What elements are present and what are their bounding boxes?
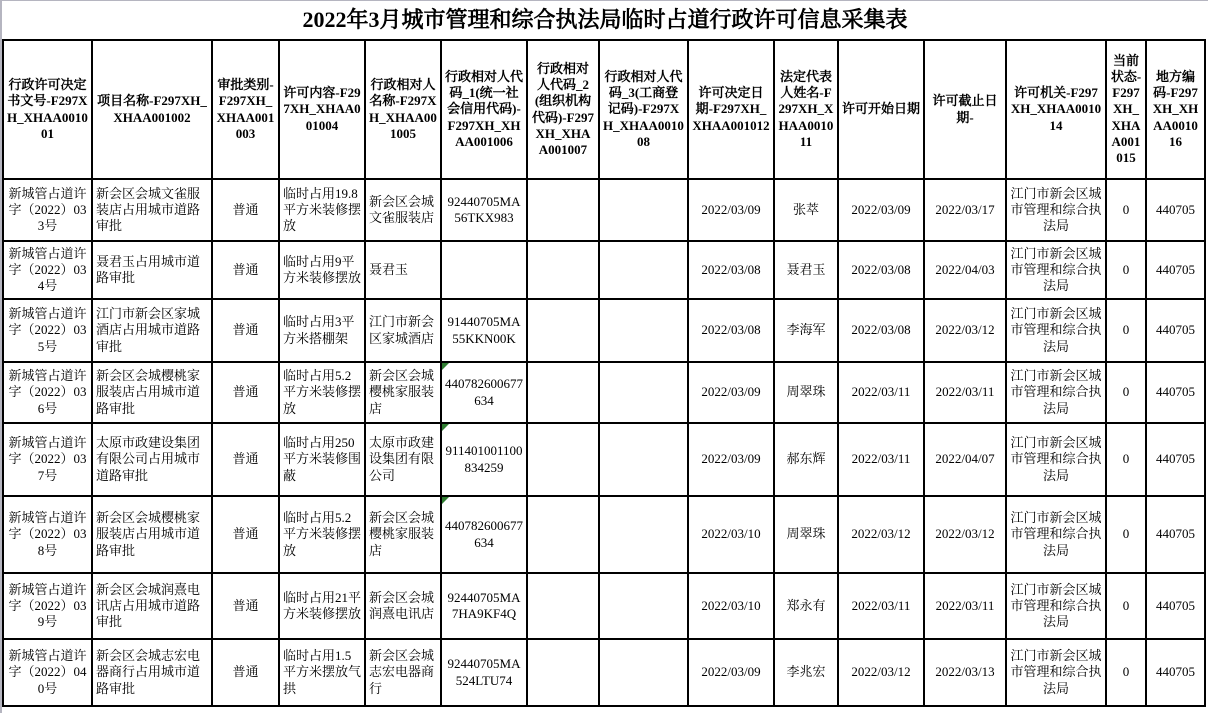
cell-r8-c4 <box>279 639 365 706</box>
cell-text: 0 <box>1122 597 1130 613</box>
cell-r2-c15 <box>1146 241 1205 299</box>
cell-text: 张萃 <box>792 201 819 217</box>
cell-text: 新会区会城文雀服装店占用城市道路审批 <box>96 185 201 234</box>
cell-text: 江门市新会区家城酒店占用城市道路审批 <box>96 306 201 354</box>
cell-text: 江门市新会区城市管理和综合执法局 <box>1010 306 1102 354</box>
cell-r8-c10 <box>774 639 838 706</box>
cell-text: 440782600677634 <box>445 518 523 550</box>
cell-r7-c13 <box>1006 573 1106 639</box>
cell-text: 新会区会城樱桃家服装店 <box>369 510 435 558</box>
header-counterpart-code-2: 行政相对人代码_2(组织机构代码)-F297XH_XHAA001007 <box>527 40 599 179</box>
header-region-code: 地方编码-F297XH_XHAA001016 <box>1146 40 1205 179</box>
cell-r2-c1 <box>3 241 92 299</box>
cell-text: 0 <box>1122 664 1130 680</box>
cell-r4-c5 <box>365 362 441 423</box>
cell-r8-c5 <box>365 639 441 706</box>
cell-text: 2022/03/08 <box>851 322 911 338</box>
table-row <box>3 639 1205 706</box>
number-stored-as-text-indicator <box>442 497 449 504</box>
cell-r5-c11 <box>838 423 924 496</box>
cell-text: 2022/03/09 <box>851 201 911 217</box>
cell-r4-c4 <box>279 362 365 423</box>
header-permit-end-date: 许可截止日期- <box>924 40 1006 179</box>
cell-r1-c10 <box>774 179 838 241</box>
cell-r7-c1 <box>3 573 92 639</box>
cell-r2-c4 <box>279 241 365 299</box>
table-title: 2022年3月城市管理和综合执法局临时占道行政许可信息采集表 <box>302 7 908 32</box>
cell-text: 李兆宏 <box>786 664 826 680</box>
cell-r3-c7 <box>527 299 599 362</box>
cell-text: 新城管占道许字（2022）037号 <box>8 435 87 483</box>
cell-r2-c5 <box>365 241 441 299</box>
cell-r6-c5 <box>365 496 441 573</box>
cell-text: 0 <box>1122 322 1130 338</box>
cell-r6-c14 <box>1106 496 1146 573</box>
cell-r1-c6 <box>441 179 527 241</box>
cell-r1-c8 <box>599 179 688 241</box>
cell-text: 2022/03/09 <box>701 451 761 467</box>
cell-text: 临时占用5.2平方米装修摆放 <box>283 368 362 416</box>
cell-r1-c1 <box>3 179 92 241</box>
permit-info-table <box>2 39 1206 707</box>
cell-text: 440705 <box>1156 664 1195 680</box>
cell-text: 新会区会城润熹电讯店占用城市道路审批 <box>96 581 201 630</box>
cell-r6-c10 <box>774 496 838 573</box>
cell-r6-c9 <box>688 496 774 573</box>
cell-text: 新城管占道许字（2022）034号 <box>8 245 87 294</box>
table-row <box>3 179 1205 241</box>
cell-text: 2022/03/10 <box>701 597 761 613</box>
cell-text: 440705 <box>1156 261 1195 277</box>
cell-r6-c13 <box>1006 496 1106 573</box>
cell-text: 92440705MA524LTU74 <box>447 656 521 688</box>
cell-r1-c11 <box>838 179 924 241</box>
number-stored-as-text-indicator <box>442 424 449 431</box>
cell-text: 普通 <box>232 597 259 613</box>
table-row <box>3 496 1205 573</box>
cell-text: 2022/03/11 <box>851 451 911 467</box>
cell-text: 2022/04/03 <box>935 261 995 277</box>
cell-r7-c10 <box>774 573 838 639</box>
cell-text: 440782600677634 <box>445 376 523 408</box>
header-current-status: 当前状态-F297XH_XHAA001015 <box>1106 40 1146 179</box>
cell-text: 普通 <box>232 261 259 277</box>
cell-text: 李海军 <box>786 322 826 338</box>
cell-text: 新会区会城志宏电器商行 <box>369 648 435 696</box>
header-decision-date: 许可决定日期-F297XH_XHAA001012 <box>688 40 774 179</box>
cell-text: 普通 <box>232 451 259 467</box>
cell-r7-c4 <box>279 573 365 639</box>
cell-r2-c8 <box>599 241 688 299</box>
cell-text: 440705 <box>1156 201 1195 217</box>
header-permit-start-date: 许可开始日期 <box>838 40 924 179</box>
cell-r4-c8 <box>599 362 688 423</box>
cell-r2-c7 <box>527 241 599 299</box>
cell-r3-c12 <box>924 299 1006 362</box>
cell-text: 江门市新会区城市管理和综合执法局 <box>1010 648 1102 696</box>
cell-r1-c2 <box>92 179 212 241</box>
cell-r4-c7 <box>527 362 599 423</box>
cell-r3-c6 <box>441 299 527 362</box>
cell-text: 临时占用21平方米装修摆放 <box>283 589 362 621</box>
cell-r3-c5 <box>365 299 441 362</box>
cell-text: 2022/03/17 <box>935 201 995 217</box>
cell-r7-c3 <box>212 573 279 639</box>
cell-text: 江门市新会区城市管理和综合执法局 <box>1010 185 1102 234</box>
cell-text: 郝东辉 <box>786 451 826 467</box>
cell-r5-c1 <box>3 423 92 496</box>
cell-r7-c15 <box>1146 573 1205 639</box>
cell-text: 江门市新会区城市管理和综合执法局 <box>1010 245 1102 294</box>
cell-r5-c15 <box>1146 423 1205 496</box>
cell-text: 新会区会城志宏电器商行占用城市道路审批 <box>96 648 201 696</box>
cell-text: 92440705MA7HA9KF4Q <box>447 589 521 621</box>
cell-r3-c4 <box>279 299 365 362</box>
cell-r2-c13 <box>1006 241 1106 299</box>
cell-text: 新城管占道许字（2022）035号 <box>8 306 87 354</box>
cell-r6-c2 <box>92 496 212 573</box>
cell-r7-c14 <box>1106 573 1146 639</box>
cell-r2-c2 <box>92 241 212 299</box>
cell-r3-c13 <box>1006 299 1106 362</box>
cell-text: 2022/03/12 <box>851 664 911 680</box>
cell-r3-c1 <box>3 299 92 362</box>
cell-text: 2022/04/07 <box>935 451 995 467</box>
cell-r1-c15 <box>1146 179 1205 241</box>
cell-r2-c10 <box>774 241 838 299</box>
cell-text: 江门市新会区城市管理和综合执法局 <box>1010 435 1102 483</box>
cell-r2-c9 <box>688 241 774 299</box>
cell-text: 2022/03/12 <box>935 526 995 542</box>
cell-text: 江门市新会区城市管理和综合执法局 <box>1010 581 1102 630</box>
cell-text: 440705 <box>1156 451 1195 467</box>
cell-text: 2022/03/11 <box>935 384 995 400</box>
cell-r5-c5 <box>365 423 441 496</box>
cell-r4-c14 <box>1106 362 1146 423</box>
cell-r5-c6 <box>441 423 527 496</box>
cell-r5-c4 <box>279 423 365 496</box>
cell-text: 2022/03/09 <box>701 201 761 217</box>
cell-r7-c8 <box>599 573 688 639</box>
cell-text: 2022/03/13 <box>935 664 995 680</box>
cell-r3-c11 <box>838 299 924 362</box>
cell-text: 太原市政建设集团有限公司占用城市道路审批 <box>96 435 201 483</box>
cell-r6-c7 <box>527 496 599 573</box>
cell-text: 聂君玉占用城市道路审批 <box>96 253 201 285</box>
cell-r1-c4 <box>279 179 365 241</box>
cell-text: 2022/03/11 <box>935 597 995 613</box>
cell-text: 2022/03/08 <box>701 322 761 338</box>
cell-r4-c12 <box>924 362 1006 423</box>
cell-r4-c9 <box>688 362 774 423</box>
header-decision-doc-number: 行政许可决定书文号-F297XH_XHAA001001 <box>3 40 92 179</box>
cell-r5-c3 <box>212 423 279 496</box>
cell-text: 太原市政建设集团有限公司 <box>369 435 435 483</box>
cell-text: 临时占用9平方米装修摆放 <box>283 253 362 285</box>
table-row <box>3 362 1205 423</box>
cell-r8-c1 <box>3 639 92 706</box>
cell-r6-c4 <box>279 496 365 573</box>
cell-text: 911401001100834259 <box>445 443 523 475</box>
cell-text: 新会区会城润熹电讯店 <box>369 589 435 621</box>
cell-r8-c13 <box>1006 639 1106 706</box>
cell-text: 新会区会城樱桃家服装店占用城市道路审批 <box>96 368 201 416</box>
cell-r7-c2 <box>92 573 212 639</box>
cell-r7-c6 <box>441 573 527 639</box>
cell-r4-c3 <box>212 362 279 423</box>
cell-r8-c6 <box>441 639 527 706</box>
cell-text: 江门市新会区城市管理和综合执法局 <box>1010 368 1102 416</box>
cell-r8-c15 <box>1146 639 1205 706</box>
cell-r7-c12 <box>924 573 1006 639</box>
header-permit-authority: 许可机关-F297XH_XHAA001014 <box>1006 40 1106 179</box>
cell-text: 0 <box>1122 201 1130 217</box>
cell-r4-c15 <box>1146 362 1205 423</box>
header-approval-category: 审批类别-F297XH_XHAA001003 <box>212 40 279 179</box>
header-counterpart-name: 行政相对人名称-F297XH_XHAA001005 <box>365 40 441 179</box>
cell-r4-c10 <box>774 362 838 423</box>
cell-r2-c6 <box>441 241 527 299</box>
cell-r5-c8 <box>599 423 688 496</box>
cell-r8-c2 <box>92 639 212 706</box>
cell-text: 新会区会城樱桃家服装店占用城市道路审批 <box>96 510 201 558</box>
cell-text: 2022/03/12 <box>851 526 911 542</box>
cell-text: 2022/03/10 <box>701 526 761 542</box>
cell-text: 2022/03/12 <box>935 322 995 338</box>
cell-r5-c10 <box>774 423 838 496</box>
table-row <box>3 241 1205 299</box>
cell-r3-c14 <box>1106 299 1146 362</box>
cell-r5-c13 <box>1006 423 1106 496</box>
cell-text: 临时占用19.8平方米装修摆放 <box>283 185 362 234</box>
cell-text: 0 <box>1122 451 1130 467</box>
cell-r5-c14 <box>1106 423 1146 496</box>
cell-text: 临时占用250平方米装修围蔽 <box>283 435 362 483</box>
cell-r4-c1 <box>3 362 92 423</box>
cell-r2-c14 <box>1106 241 1146 299</box>
cell-r7-c5 <box>365 573 441 639</box>
cell-r2-c3 <box>212 241 279 299</box>
cell-r7-c11 <box>838 573 924 639</box>
cell-text: 临时占用5.2平方米装修摆放 <box>283 510 362 558</box>
cell-text: 周翠珠 <box>786 526 826 542</box>
cell-r1-c5 <box>365 179 441 241</box>
cell-r3-c9 <box>688 299 774 362</box>
cell-text: 新会区会城樱桃家服装店 <box>369 368 435 416</box>
cell-r4-c11 <box>838 362 924 423</box>
cell-r1-c14 <box>1106 179 1146 241</box>
table-row <box>3 423 1205 496</box>
cell-r8-c12 <box>924 639 1006 706</box>
cell-r4-c13 <box>1006 362 1106 423</box>
cell-text: 聂君玉 <box>786 261 826 277</box>
cell-r8-c11 <box>838 639 924 706</box>
cell-r3-c15 <box>1146 299 1205 362</box>
cell-text: 2022/03/08 <box>851 261 911 277</box>
cell-text: 2022/03/11 <box>851 597 911 613</box>
cell-text: 0 <box>1122 261 1130 277</box>
cell-r2-c11 <box>838 241 924 299</box>
cell-r1-c9 <box>688 179 774 241</box>
cell-text: 普通 <box>232 664 259 680</box>
cell-text: 新城管占道许字（2022）036号 <box>8 368 87 416</box>
cell-r8-c8 <box>599 639 688 706</box>
table-header <box>3 40 1205 179</box>
cell-r5-c2 <box>92 423 212 496</box>
cell-text: 2022/03/11 <box>851 384 911 400</box>
cell-r3-c8 <box>599 299 688 362</box>
cell-r8-c14 <box>1106 639 1146 706</box>
cell-r4-c2 <box>92 362 212 423</box>
cell-r5-c12 <box>924 423 1006 496</box>
cell-text: 新会区会城文雀服装店 <box>369 193 435 225</box>
cell-text: 普通 <box>232 201 259 217</box>
cell-text: 2022/03/08 <box>701 261 761 277</box>
header-row <box>3 40 1205 179</box>
cell-r8-c3 <box>212 639 279 706</box>
cell-text: 0 <box>1122 384 1130 400</box>
cell-text: 440705 <box>1156 526 1195 542</box>
cell-r6-c3 <box>212 496 279 573</box>
table-body <box>3 179 1205 706</box>
cell-r6-c11 <box>838 496 924 573</box>
cell-text: 440705 <box>1156 597 1195 613</box>
header-permit-content: 许可内容-F297XH_XHAA001004 <box>279 40 365 179</box>
cell-text: 聂君玉 <box>369 261 409 277</box>
cell-text: 周翠珠 <box>786 384 826 400</box>
cell-r1-c12 <box>924 179 1006 241</box>
cell-r7-c7 <box>527 573 599 639</box>
cell-r6-c6 <box>441 496 527 573</box>
cell-text: 91440705MA55KKN00K <box>447 314 521 346</box>
cell-text: 新城管占道许字（2022）033号 <box>8 185 87 234</box>
cell-text: 0 <box>1122 526 1130 542</box>
header-counterpart-code-1: 行政相对人代码_1(统一社会信用代码)-F297XH_XHAA001006 <box>441 40 527 179</box>
header-project-name: 项目名称-F297XH_XHAA001002 <box>92 40 212 179</box>
cell-text: 92440705MA56TKX983 <box>447 193 521 225</box>
cell-text: 普通 <box>232 322 259 338</box>
header-legal-representative: 法定代表人姓名-F297XH_XHAA001011 <box>774 40 838 179</box>
cell-r5-c9 <box>688 423 774 496</box>
cell-text: 新城管占道许字（2022）039号 <box>8 581 87 630</box>
cell-text: 临时占用3平方米搭棚架 <box>283 314 355 346</box>
cell-r5-c7 <box>527 423 599 496</box>
cell-text: 江门市新会区城市管理和综合执法局 <box>1010 510 1102 558</box>
cell-r3-c2 <box>92 299 212 362</box>
cell-text: 郑永有 <box>786 597 826 613</box>
cell-text: 新城管占道许字（2022）040号 <box>8 648 87 696</box>
cell-r6-c12 <box>924 496 1006 573</box>
cell-r6-c1 <box>3 496 92 573</box>
cell-r1-c13 <box>1006 179 1106 241</box>
header-counterpart-code-3: 行政相对人代码_3(工商登记码)-F297XH_XHAA001008 <box>599 40 688 179</box>
cell-r3-c3 <box>212 299 279 362</box>
cell-r2-c12 <box>924 241 1006 299</box>
cell-text: 新城管占道许字（2022）038号 <box>8 510 87 558</box>
cell-text: 临时占用1.5平方米摆放气拱 <box>283 648 362 696</box>
cell-r1-c3 <box>212 179 279 241</box>
cell-r4-c6 <box>441 362 527 423</box>
cell-text: 440705 <box>1156 322 1195 338</box>
cell-r8-c9 <box>688 639 774 706</box>
cell-r3-c10 <box>774 299 838 362</box>
number-stored-as-text-indicator <box>442 363 449 370</box>
cell-text: 440705 <box>1156 384 1195 400</box>
cell-r6-c8 <box>599 496 688 573</box>
cell-text: 2022/03/09 <box>701 664 761 680</box>
cell-r1-c7 <box>527 179 599 241</box>
cell-text: 普通 <box>232 526 259 542</box>
table-row <box>3 573 1205 639</box>
cell-text: 江门市新会区家城酒店 <box>369 314 435 346</box>
cell-r7-c9 <box>688 573 774 639</box>
cell-text: 2022/03/09 <box>701 384 761 400</box>
cell-text: 普通 <box>232 384 259 400</box>
table-row <box>3 299 1205 362</box>
cell-r8-c7 <box>527 639 599 706</box>
cell-r6-c15 <box>1146 496 1205 573</box>
